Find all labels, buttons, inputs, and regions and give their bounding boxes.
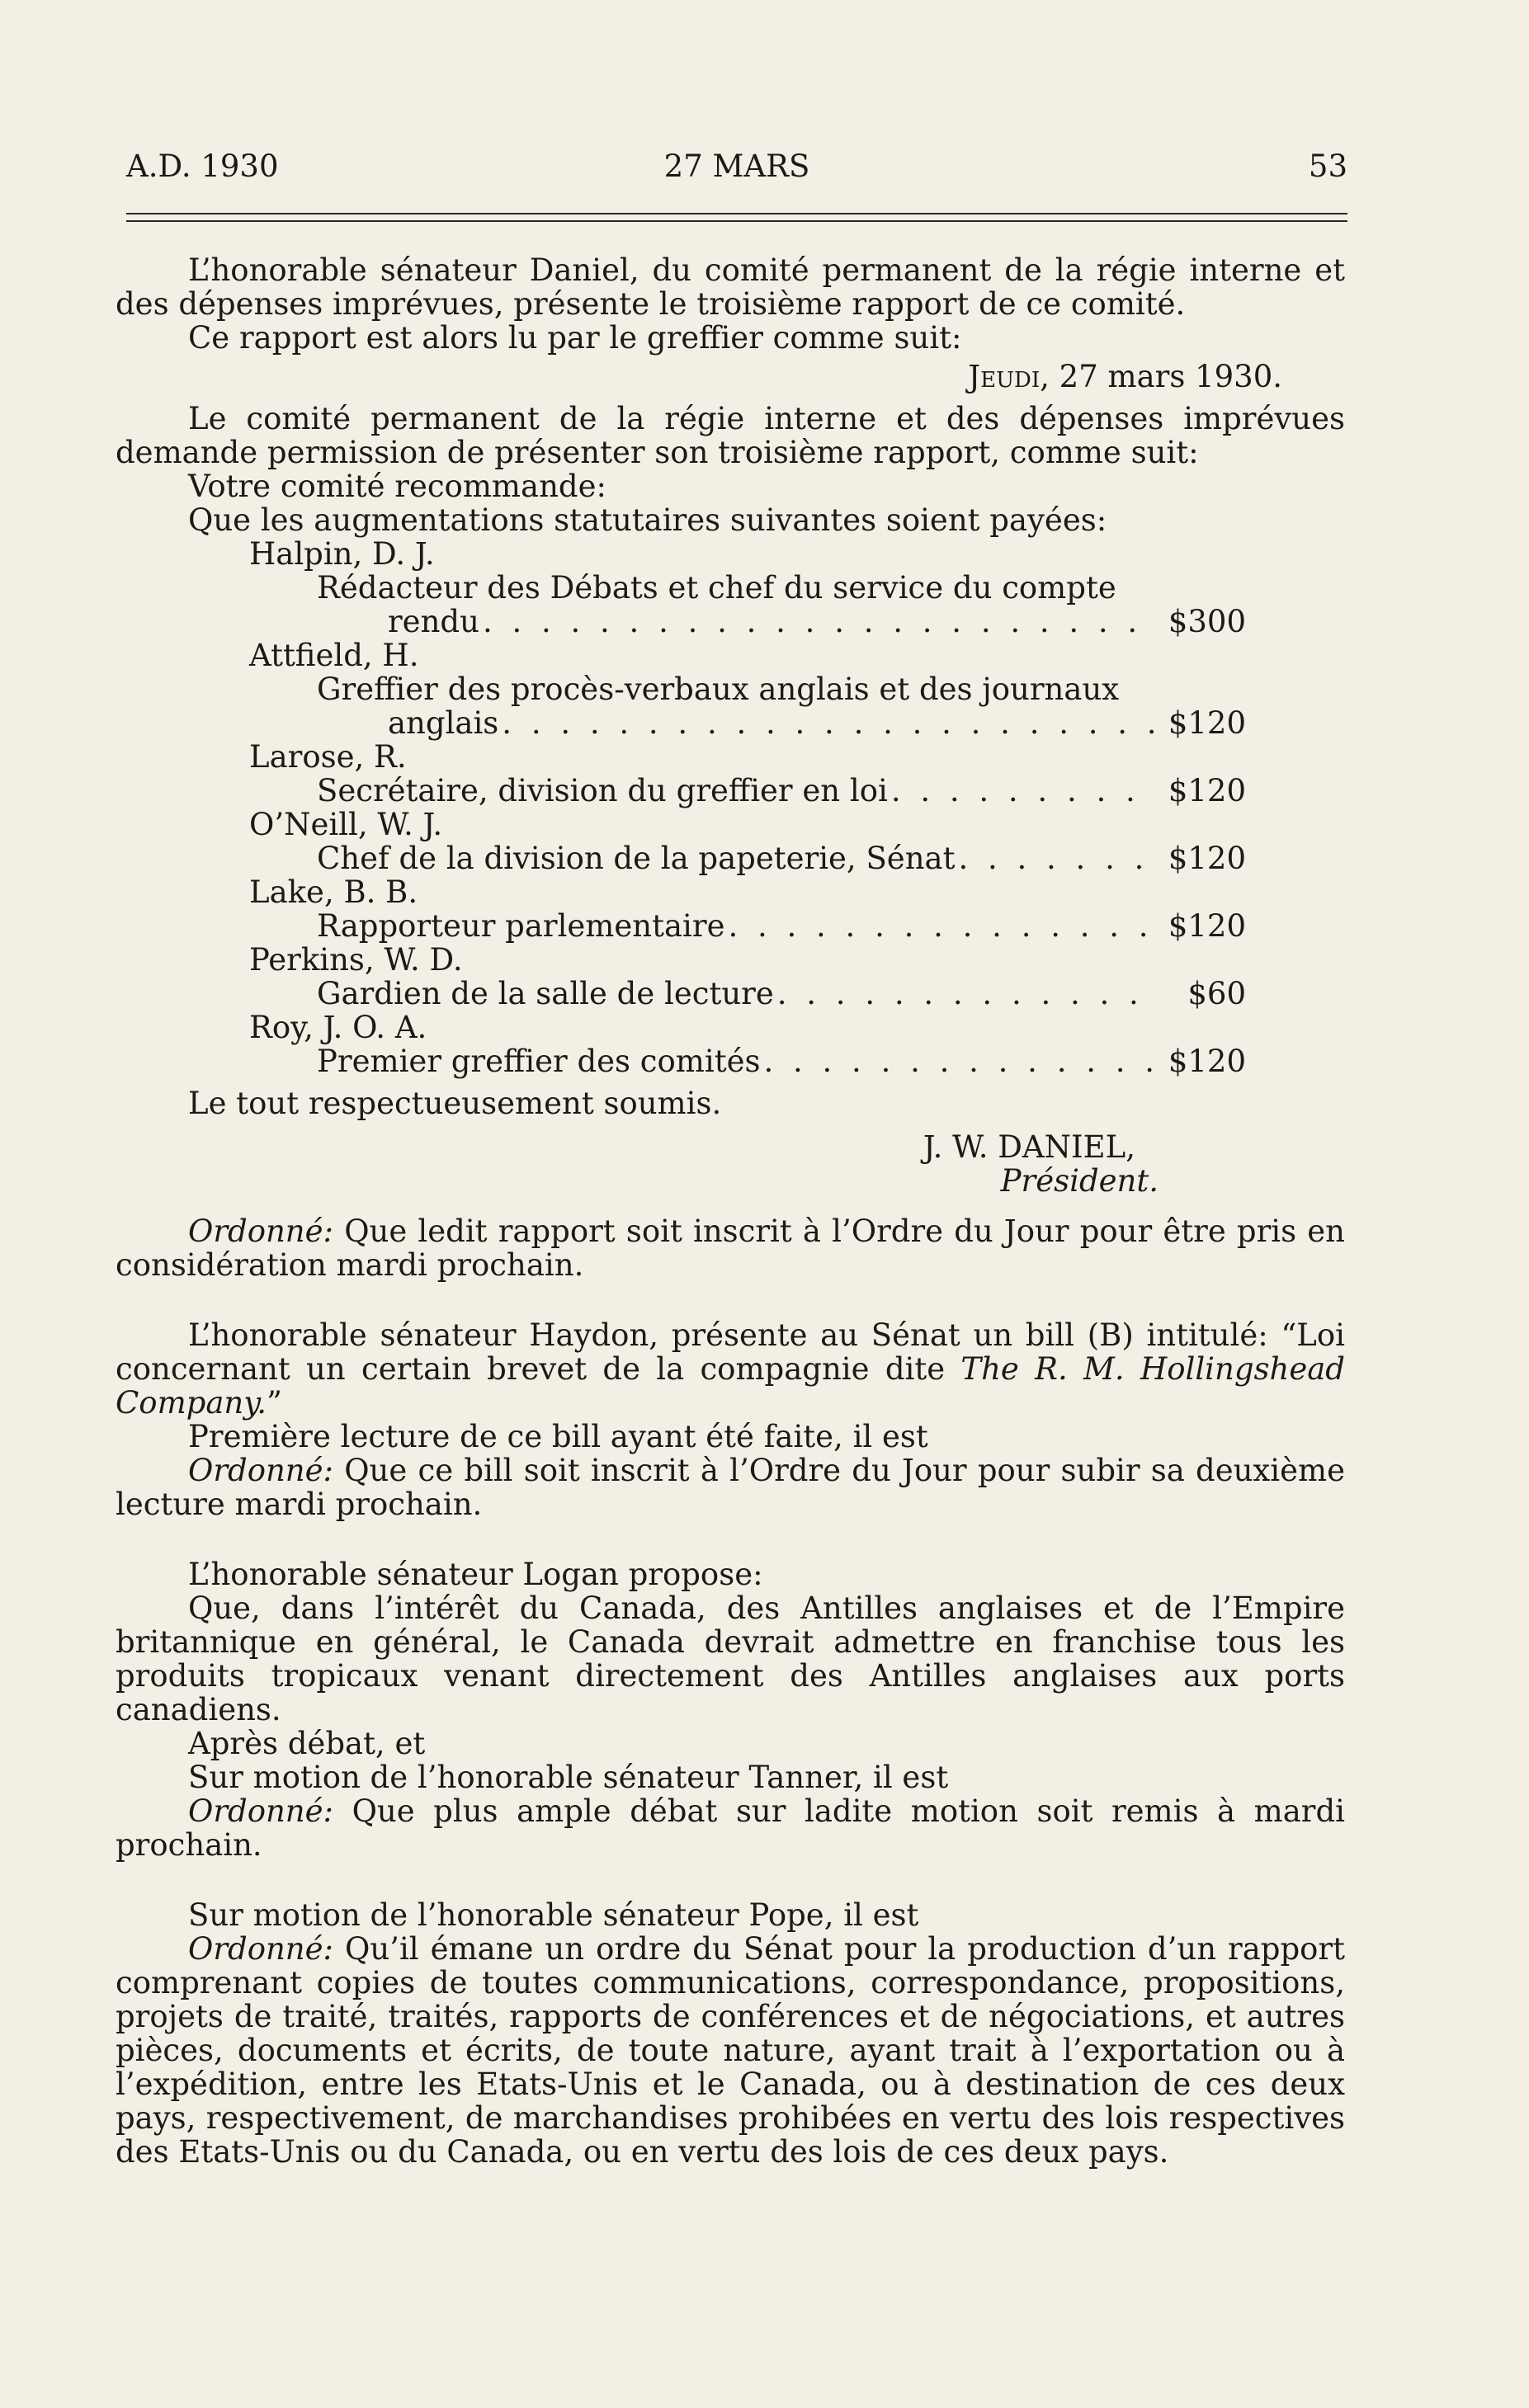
paragraph-committee-request: Le comité permanent de la régie interne et des dépenses imprévues demande permission de présenter son troisième rapport, comme suit: xyxy=(116,401,1345,470)
list-item-amount: $120 xyxy=(1168,773,1246,808)
paragraph-tanner-motion: Sur motion de l’honorable sénateur Tanner, il est xyxy=(188,1760,949,1795)
paragraph-logan-proposes: L’honorable sénateur Logan propose: xyxy=(188,1557,763,1592)
list-item-name: Halpin, D. J. xyxy=(249,536,435,572)
header-date: 27 MARS xyxy=(663,148,810,184)
closing-quote: ” xyxy=(267,1385,282,1421)
ordonne-label: Ordonné: xyxy=(188,1213,334,1249)
statutory-increases-list xyxy=(116,537,1345,1078)
running-header xyxy=(126,148,1347,198)
dot-leader xyxy=(760,1044,1155,1078)
list-item-description: Gardien de la salle de lecture xyxy=(317,976,774,1011)
page-body xyxy=(116,253,1345,2169)
list-item-amount: $300 xyxy=(1168,604,1246,639)
ordonne-label: Ordonné: xyxy=(188,1931,334,1967)
list-item-description: Rapporteur parlementaire xyxy=(317,908,725,944)
spacer xyxy=(116,1521,1345,1557)
list-item-description: rendu xyxy=(388,604,479,639)
paragraph-first-reading: Première lecture de ce bill ayant été faite, il est xyxy=(188,1419,928,1454)
list-item-amount: $120 xyxy=(1168,908,1246,944)
paragraph-respectfully-submitted: Le tout respectueusement soumis. xyxy=(188,1086,722,1121)
list-item-entry xyxy=(116,841,1345,875)
bill-b-text: L’honorable sénateur Haydon, présente au Sénat un bill (B) intitulé: “Loi concernant un certain brevet de la compagnie dite xyxy=(116,1317,1345,1387)
list-item-name: Roy, J. O. A. xyxy=(249,1010,427,1045)
order-report-text: Que ledit rapport soit inscrit à l’Ordre du Jour pour être pris en considération mardi prochain. xyxy=(116,1213,1345,1283)
company-name: The R. M. Hollingshead Company. xyxy=(116,1351,1345,1421)
paragraph-order-debate-deferred xyxy=(116,1794,1345,1862)
list-item-name: Larose, R. xyxy=(249,739,407,775)
list-item-name: Lake, B. B. xyxy=(249,874,418,910)
paragraph-order-return xyxy=(116,1932,1345,2169)
header-year: A.D. 1930 xyxy=(126,148,279,184)
report-date-rest: , 27 mars 1930. xyxy=(1040,359,1282,394)
dot-leader xyxy=(479,605,1155,639)
paragraph-logan-motion: Que, dans l’intérêt du Canada, des Antilles anglaises et de l’Empire britannique en général, le Canada devrait admettre en franchise tous les produits tropicaux venant directement des Antilles anglaises aux ports canadiens. xyxy=(116,1590,1345,1727)
list-item-amount: $120 xyxy=(1168,705,1246,741)
ordonne-label: Ordonné: xyxy=(188,1793,334,1829)
paragraph-committee-recommends: Votre comité recommande: xyxy=(188,469,606,504)
list-item-description: Chef de la division de la papeterie, Sénat xyxy=(317,841,956,876)
order-return-text: Qu’il émane un ordre du Sénat pour la production d’un rapport comprenant copies de toutes communications, correspondance, propositions, projets de traité, traités, rapports de conférences et de négociations, et autres pièces, documents et écrits, de toute nature, ayant trait à l’exportation ou à l’expédition, entre les Etats-Unis et le Canada, ou à destination de ces deux pays, respectivement, de marchandises prohibées en vertu des lois respectives des Etats-Unis ou du Canada, ou en vertu des lois de ces deux pays. xyxy=(116,1931,1345,2170)
paragraph-pope-motion: Sur motion de l’honorable sénateur Pope, il est xyxy=(188,1897,919,1933)
list-item-amount: $120 xyxy=(1168,841,1246,876)
list-item-entry xyxy=(116,706,1345,740)
dot-leader xyxy=(774,977,1155,1011)
list-item-name: Attfield, H. xyxy=(249,638,419,673)
dot-leader xyxy=(498,706,1155,740)
list-item-amount: $120 xyxy=(1168,1044,1246,1079)
paragraph-after-debate: Après débat, et xyxy=(188,1726,426,1761)
paragraph-report-presented: L’honorable sénateur Daniel, du comité permanent de la régie interne et des dépenses imprévues, présente le troisième rapport de ce comité. xyxy=(116,252,1345,322)
order-debate-text: Que plus ample débat sur ladite motion soit remis à mardi prochain. xyxy=(116,1793,1345,1863)
paragraph-statutory-increases: Que les augmentations statutaires suivantes soient payées: xyxy=(188,502,1107,538)
list-item-entry xyxy=(116,605,1345,639)
paragraph-report-read: Ce rapport est alors lu par le greffier comme suit: xyxy=(188,320,962,356)
dot-leader xyxy=(888,774,1155,808)
paragraph-order-report xyxy=(116,1214,1345,1282)
page-number: 53 xyxy=(1308,148,1347,184)
report-date-day: Jeudi xyxy=(968,359,1041,394)
signature-name: J. W. DANIEL, xyxy=(923,1129,1135,1165)
list-item-entry xyxy=(116,774,1345,808)
list-item-entry xyxy=(116,909,1345,943)
report-date xyxy=(116,360,1345,393)
paragraph-bill-b xyxy=(116,1318,1345,1420)
order-second-reading-text: Que ce bill soit inscrit à l’Ordre du Jour pour subir sa deuxième lecture mardi prochain. xyxy=(116,1453,1345,1522)
list-item-description: anglais xyxy=(388,705,499,741)
ordonne-label: Ordonné: xyxy=(188,1453,334,1488)
list-item-entry xyxy=(116,977,1345,1011)
spacer xyxy=(116,1198,1345,1214)
signature-title: Président. xyxy=(1000,1163,1159,1199)
header-double-rule xyxy=(126,213,1347,222)
dot-leader xyxy=(955,841,1155,875)
list-item-description: Greffier des procès-verbaux anglais et des journaux xyxy=(317,672,1120,707)
list-item-name: O’Neill, W. J. xyxy=(249,807,443,842)
spacer xyxy=(116,1862,1345,1898)
spacer xyxy=(116,1282,1345,1318)
paragraph-order-second-reading xyxy=(116,1454,1345,1521)
list-item-description: Rédacteur des Débats et chef du service du compte xyxy=(317,570,1116,606)
list-item-description: Premier greffier des comités xyxy=(317,1044,761,1079)
list-item-entry xyxy=(116,1044,1345,1078)
list-item-name: Perkins, W. D. xyxy=(249,942,463,978)
list-item-description: Secrétaire, division du greffier en loi xyxy=(317,773,888,808)
dot-leader xyxy=(724,909,1155,943)
list-item-amount: $60 xyxy=(1187,976,1246,1011)
